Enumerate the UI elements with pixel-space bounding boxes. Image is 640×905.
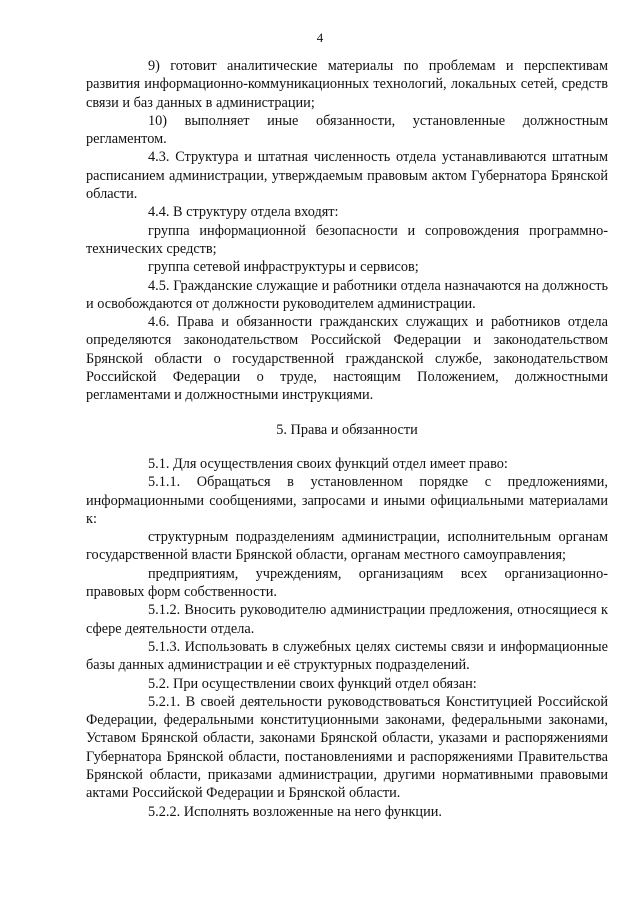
paragraph-5-1-2: 5.1.2. Вносить руководителю администрации предложения, относящиеся к сфере деятельности отдела. <box>86 602 608 637</box>
list-item-network-group: группа сетевой инфраструктуры и сервисов; <box>148 259 419 276</box>
paragraph-5-2-1: 5.2.1. В своей деятельности руководствоваться Конституцией Российской Федерации, федеральными конституционными законами, федеральными законами, Уставом Брянской области, законами Брянской области, указами и распоряжениями Губернатора Брянской области, постановлениями и распоряжениями Правительства Брянской области, приказами администрации, другими нормативными правовыми актами Российской Федерации и Брянской области. <box>86 693 608 802</box>
paragraph-5-2-2: 5.2.2. Исполнять возложенные на него функции. <box>148 803 442 820</box>
paragraph-4-4: 4.4. В структуру отдела входят: <box>148 204 339 221</box>
list-item-structural-units: структурным подразделениям администрации, исполнительным органам государственной власти Брянской области, органам местного самоуправления; <box>86 529 608 564</box>
paragraph-4-2-item-10: 10) выполняет иные обязанности, установленные должностным регламентом. <box>86 112 608 148</box>
paragraph-5-1-3: 5.1.3. Использовать в служебных целях системы связи и информационные базы данных администрации и её структурных подразделений. <box>86 638 608 674</box>
paragraph-5-1-1: 5.1.1. Обращаться в установленном порядке с предложениями, информационными сообщениями, запросами и иными официальными материалами к: <box>86 474 608 527</box>
page-number: 4 <box>316 30 324 45</box>
document-body <box>86 57 608 821</box>
paragraph-5-2: 5.2. При осуществлении своих функций отдел обязан: <box>148 675 477 692</box>
paragraph-4-5: 4.5. Гражданские служащие и работники отдела назначаются на должность и освобождаются от должности руководителем администрации. <box>86 277 608 312</box>
list-item-security-group: группа информационной безопасности и сопровождения программно-технических средств; <box>86 222 608 257</box>
paragraph-4-6: 4.6. Права и обязанности гражданских служащих и работников отдела определяются законодательством Российской Федерации и законодательством Брянской области о государственной гражданской службе, законодательством Российской Федерации о труде, настоящим Положением, должностными регламентами и должностными инструкциями. <box>86 314 608 404</box>
paragraph-4-3: 4.3. Структура и штатная численность отдела устанавливаются штатным расписанием администрации, утверждаемым правовым актом Губернатора Брянской области. <box>86 149 608 203</box>
list-item-enterprises: предприятиям, учреждениям, организациям всех организационно-правовых форм собственности. <box>86 565 608 601</box>
paragraph-4-2-item-9: 9) готовит аналитические материалы по проблемам и перспективам развития информационно-коммуникационных технологий, локальных сетей, средств связи и баз данных в администрации; <box>86 58 608 111</box>
paragraph-5-1: 5.1. Для осуществления своих функций отдел имеет право: <box>148 455 508 472</box>
section-heading: 5. Права и обязанности <box>276 421 418 438</box>
